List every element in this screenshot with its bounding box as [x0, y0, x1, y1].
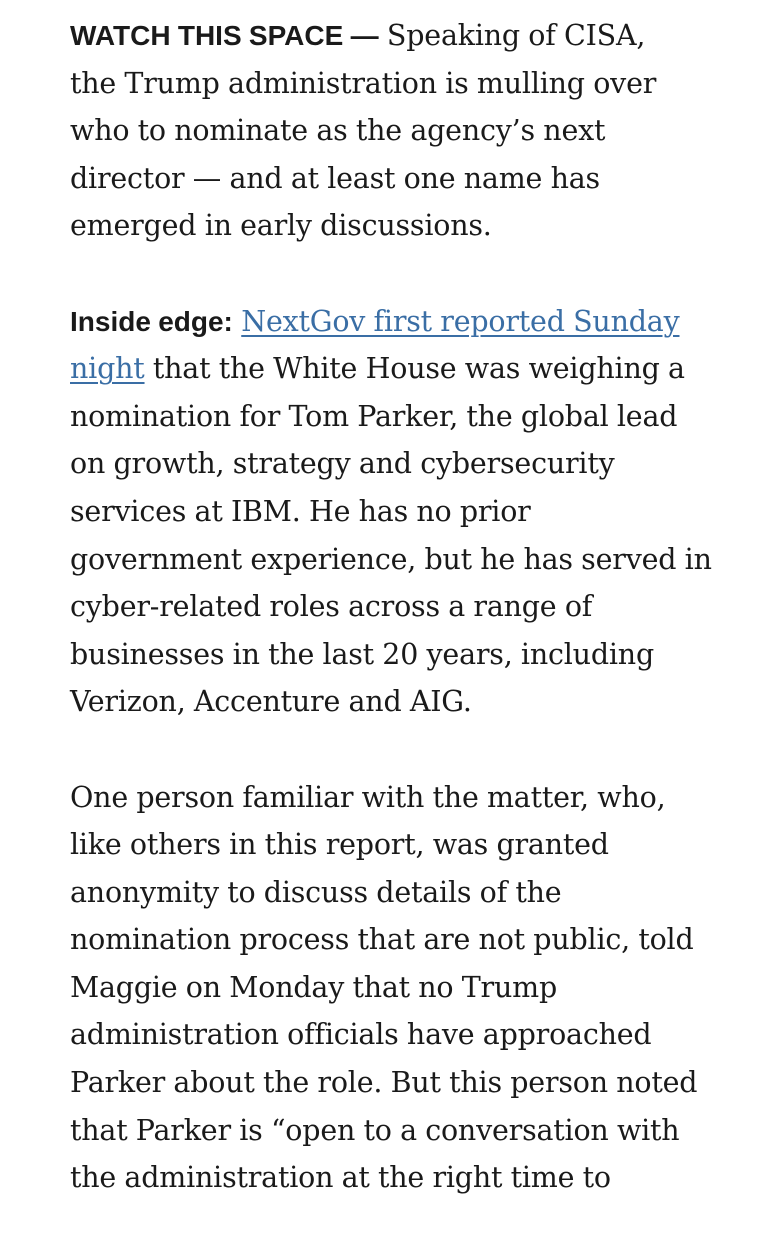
paragraph-line: like others in this report, was granted — [70, 828, 609, 862]
nextgov-report-link[interactable]: NextGov first reported Sunday — [241, 304, 680, 338]
paragraph-line: businesses in the last 20 years, including — [70, 637, 654, 671]
paragraph-line: Maggie on Monday that no Trump — [70, 970, 558, 1004]
paragraph-line: administration officials have approached — [70, 1018, 652, 1052]
paragraph-line: the administration at the right time to — [70, 1161, 611, 1195]
paragraph-line: cyber-related roles across a range of — [70, 590, 593, 624]
paragraph-line: emerged in early discussions. — [70, 209, 492, 243]
section-lead-label: Inside edge: — [70, 305, 233, 337]
paragraph-text: that the White House was weighing a — [144, 352, 685, 386]
paragraph-watch-this-space — [70, 12, 760, 250]
paragraph-line — [70, 345, 760, 393]
paragraph-line: Parker about the role. But this person noted — [70, 1066, 698, 1100]
paragraph-person-familiar — [70, 774, 760, 1202]
paragraph-inside-edge — [70, 298, 760, 726]
paragraph-text: Speaking of CISA, — [378, 19, 646, 52]
article-body — [70, 12, 760, 1249]
paragraph-line: Verizon, Accenture and AIG. — [70, 685, 472, 719]
paragraph-line: on growth, strategy and cybersecurity — [70, 447, 615, 481]
paragraph-line: nomination process that are not public, told — [70, 923, 694, 957]
paragraph-line: that Parker is “open to a conversation with — [70, 1113, 680, 1147]
paragraph-line: director — and at least one name has — [70, 161, 600, 195]
paragraph-line: nomination for Tom Parker, the global lead — [70, 399, 678, 433]
paragraph-line — [70, 298, 760, 346]
paragraph-line: government experience, but he has served in — [70, 542, 712, 576]
section-lead-label: WATCH THIS SPACE — — [70, 20, 379, 51]
paragraph-line: anonymity to discuss details of the — [70, 875, 562, 909]
nextgov-report-link-continued[interactable]: night — [70, 352, 145, 386]
paragraph-line: the Trump administration is mulling over — [70, 66, 657, 100]
paragraph-line: who to nominate as the agency’s next — [70, 114, 606, 148]
paragraph-line — [70, 12, 760, 60]
paragraph-line: One person familiar with the matter, who, — [70, 780, 666, 814]
paragraph-line: services at IBM. He has no prior — [70, 494, 531, 528]
